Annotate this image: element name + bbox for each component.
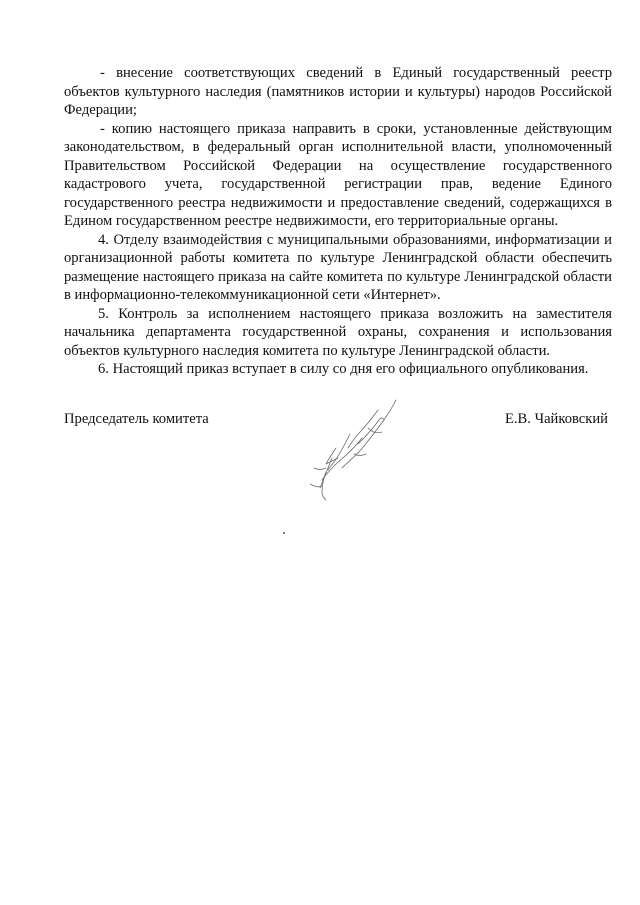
- signatory-name: Е.В. Чайковский: [504, 411, 608, 427]
- paragraph-item-5: 5. Контроль за исполнением настоящего приказа возложить на заместителя начальника департамента государственной охраны, сохранения и использования объектов культурного наследия комитета по культуре Ленинградской области.: [64, 305, 612, 359]
- signatory-title: Председатель комитета: [64, 411, 209, 427]
- document-body: [64, 64, 612, 379]
- paragraph-item-4: 4. Отделу взаимодействия с муниципальными образованиями, информатизации и организационной работы комитета по культуре Ленинградской области обеспечить размещение настоящего приказа на сайте комитета по культуре Ленинградской области в информационно-телекоммуникационной сети «Интернет».: [64, 231, 612, 303]
- paragraph-register-entry: - внесение соответствующих сведений в Единый государственный реестр объектов культурного наследия (памятников истории и культуры) народов Российской Федерации;: [64, 65, 612, 118]
- scan-speck: [283, 532, 285, 534]
- handwritten-signature: [292, 398, 410, 508]
- paragraph-item-6: 6. Настоящий приказ вступает в силу со дня его официального опубликования.: [98, 361, 589, 377]
- paragraph-copy-distribution: - копию настоящего приказа направить в сроки, установленные действующим законодательством, в федеральный орган исполнительной власти, уполномоченный Правительством Российской Федерации на осуществление государственного кадастрового учета, государственной регистрации прав, ведение Единого государственного реестра недвижимости и предоставление сведений, содержащихся в Едином государственном реестре недвижимости, его территориальные органы.: [64, 120, 612, 229]
